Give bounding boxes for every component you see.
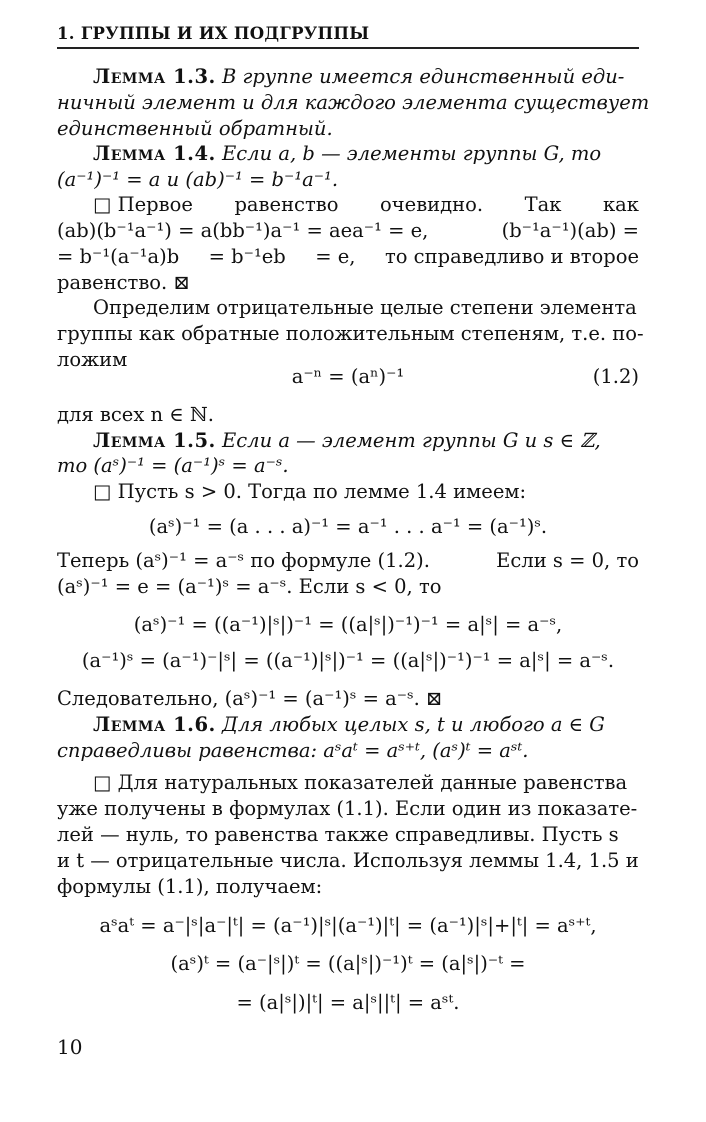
para-neg-line-4: для всех n ∈ ℕ. [57,403,214,426]
lemma-1-4-text: Если a, b — элементы группы G, то [222,142,602,165]
para-neg-line-1: Определим отрицательные целые степени элемента [93,296,637,319]
lemma-1-4-line-1 [57,141,639,167]
text: то справедливо и второе [384,245,639,268]
lemma-1-5-line-2: то (aˢ)⁻¹ = (a⁻¹)ˢ = a⁻ˢ. [57,454,289,477]
proof-1-4-line-1 [57,192,639,218]
equation-number-1-2: (1.2) [592,365,639,388]
proof-1-6-eq-3: = (a|ˢ|)|ᵗ| = a|ˢ||ᵗ| = aˢᵗ. [236,991,460,1014]
proof-1-6-line-5: формулы (1.1), получаем: [57,875,323,898]
text: Теперь (aˢ)⁻¹ = a⁻ˢ по формуле (1.2). [57,549,430,572]
proof-1-5-eq-1: (aˢ)⁻¹ = (a . . . a)⁻¹ = a⁻¹ . . . a⁻¹ = (a⁻¹)ˢ. [148,515,548,538]
text: Если s = 0, то [496,549,639,572]
header-rule [57,47,639,49]
para-neg-line-3: ложим [57,348,128,371]
proof-1-5-line-2 [57,548,639,574]
formula: (ab)(b⁻¹a⁻¹) = a(bb⁻¹)a⁻¹ = aea⁻¹ = e, [57,219,429,242]
lemma-1-6-line-1 [57,712,639,738]
proof-1-6-eq-1: aˢaᵗ = a⁻|ˢ|a⁻|ᵗ| = (a⁻¹)|ˢ|(a⁻¹)|ᵗ| = (a⁻¹)|ˢ|+|ᵗ| = aˢ⁺ᵗ, [99,914,597,937]
lemma-1-3-line-1 [57,64,639,90]
lemma-1-5-line-1 [57,428,639,454]
proof-1-6-eq-2: (aˢ)ᵗ = (a⁻|ˢ|)ᵗ = ((a|ˢ|)⁻¹)ᵗ = (a|ˢ|)⁻ᵗ = [170,952,526,975]
proof-1-4-line-3 [57,244,639,270]
proof-1-5-eq-3: (a⁻¹)ˢ = (a⁻¹)⁻|ˢ| = ((a⁻¹)|ˢ|)⁻¹ = ((a|ˢ|)⁻¹)⁻¹ = a|ˢ| = a⁻ˢ. [81,649,615,672]
lemma-1-3-line-3: единственный обратный. [57,117,333,140]
lemma-1-6-line-2: справедливы равенства: aˢaᵗ = aˢ⁺ᵗ, (aˢ)ᵗ = aˢᵗ. [57,739,529,762]
lemma-1-6-text: Для любых целых s, t и любого a ∈ G [222,713,605,736]
lemma-1-3-text: В группе имеется единственный еди- [222,65,625,88]
lemma-1-3-label: Лемма 1.3. [93,65,216,88]
lemma-1-3-line-2: ничный элемент и для каждого элемента существует [57,91,650,114]
para-neg-line-2: группы как обратные положительным степеням, т.е. по- [57,322,644,345]
proof-1-4-word: □ Первое [93,193,193,216]
lemma-1-6-label: Лемма 1.6. [93,713,216,736]
lemma-1-4-line-2: (a⁻¹)⁻¹ = a и (ab)⁻¹ = b⁻¹a⁻¹. [57,168,339,191]
formula: = b⁻¹(a⁻¹a)b [57,245,180,268]
lemma-1-4-label: Лемма 1.4. [93,142,216,165]
equation-1-2: a⁻ⁿ = (aⁿ)⁻¹ [291,365,405,388]
proof-1-4-line-2 [57,218,639,244]
page-number: 10 [57,1035,83,1059]
proof-1-6-line-4: и t — отрицательные числа. Используя леммы 1.4, 1.5 и [57,849,639,872]
proof-1-6-line-2: уже получены в формулах (1.1). Если один из показате- [57,797,638,820]
formula: = e, [315,245,356,268]
proof-1-5-eq-2: (aˢ)⁻¹ = ((a⁻¹)|ˢ|)⁻¹ = ((a|ˢ|)⁻¹)⁻¹ = a|ˢ| = a⁻ˢ, [133,613,563,636]
formula: = b⁻¹eb [208,245,286,268]
formula: (b⁻¹a⁻¹)(ab) = [501,219,639,242]
proof-1-5-line-3: (aˢ)⁻¹ = e = (a⁻¹)ˢ = a⁻ˢ. Если s < 0, то [57,575,442,598]
proof-1-6-line-3: лей — нуль, то равенства также справедливы. Пусть s [57,823,619,846]
lemma-1-5-label: Лемма 1.5. [93,429,216,452]
lemma-1-5-text: Если a — элемент группы G и s ∈ ℤ, [222,429,601,452]
proof-1-5-line-4: Следовательно, (aˢ)⁻¹ = (a⁻¹)ˢ = a⁻ˢ. ⊠ [57,687,443,710]
equation-1-2-row [57,364,639,390]
proof-1-4-word: как [602,193,639,216]
running-header: 1. ГРУППЫ И ИХ ПОДГРУППЫ [57,24,370,43]
proof-1-4-word: Так [524,193,562,216]
proof-1-4-word: равенство [234,193,339,216]
proof-1-4-word: очевидно. [380,193,484,216]
proof-1-4-line-4: равенство. ⊠ [57,271,190,294]
proof-1-6-line-1: □ Для натуральных показателей данные равенства [93,771,628,794]
proof-1-5-line-1: □ Пусть s > 0. Тогда по лемме 1.4 имеем: [93,480,527,503]
